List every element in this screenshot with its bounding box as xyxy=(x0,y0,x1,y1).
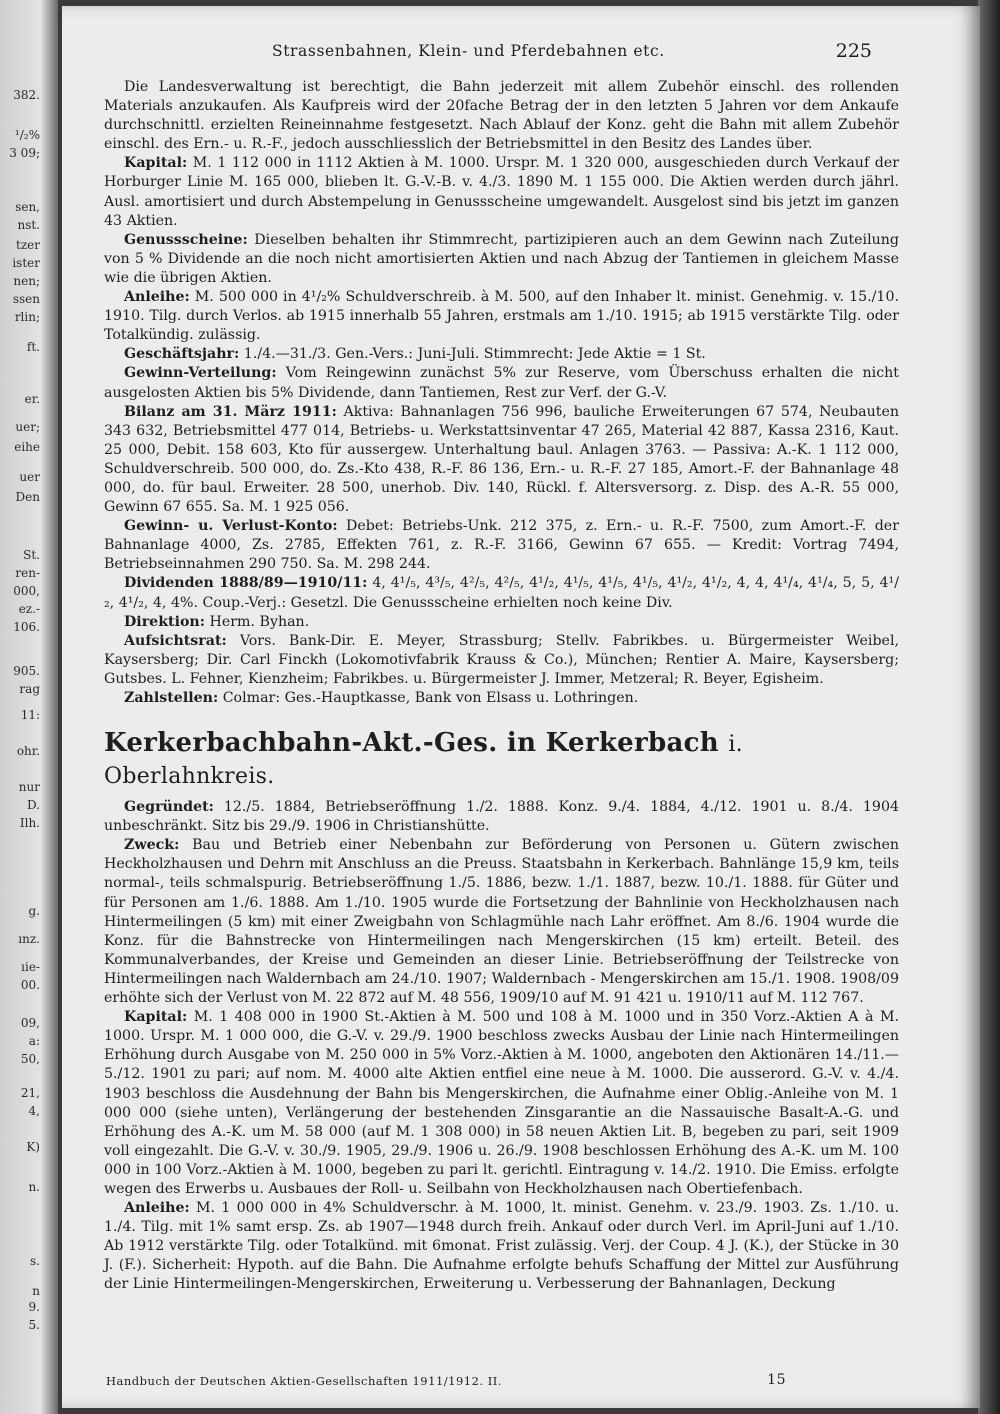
margin-fragment: 5. xyxy=(28,1318,40,1332)
margin-fragment: uer; xyxy=(15,420,40,434)
entry-text: 4, 4¹/₅, 4³/₅, 4²/₅, 4²/₅, 4¹/₂, 4¹/₅, 4¹/₅, 4¹/₅, 4¹/₂, 4¹/₂, 4, 4, 4¹/₄, 4¹/₄, 5, 5, 4¹/₂, 4¹/₂, 4, 4%. Coup.-Verj.: Gesetzl. Die Genussscheine erhielten noch keine Div. xyxy=(104,575,899,611)
entry-paragraph xyxy=(104,1199,899,1294)
margin-fragment: sen, xyxy=(15,200,40,214)
margin-fragment: nur xyxy=(18,780,40,794)
entry-text: M. 1 112 000 in 1112 Aktien à M. 1000. Urspr. M. 1 320 000, ausgeschieden durch Verkauf der Horburger Linie M. 165 000, blieben lt. G.-V.-B. v. 4./3. 1890 M. 1 155 000. Die Aktien werden durch jährl. Ausl. amortisiert und durch Abstempelung in Genussscheine umgewandelt. Ausgelost sind bis jetzt im ganzen 43 Aktien. xyxy=(104,155,899,229)
signature-mark: 15 xyxy=(767,1372,786,1388)
entry-paragraph xyxy=(104,632,899,689)
entry-label: Bilanz am 31. März 1911: xyxy=(124,403,337,420)
entry-text: Debet: Betriebs-Unk. 212 375, z. Ern.- u. R.-F. 7500, zum Amort.-F. der Bahnanlage 4000, Zs. 2785, Effekten 761, z. R.-F. 3166, Gewinn 67 655. — Kredit: Vortrag 7494, Betriebseinnahmen 290 750. Sa. M. 298 244. xyxy=(104,518,899,573)
margin-fragment: ister xyxy=(12,256,40,270)
margin-fragment: 11: xyxy=(20,708,40,722)
adjacent-page-margin xyxy=(0,0,58,1414)
entry-label: Anleihe: xyxy=(124,289,190,306)
margin-fragment: St. xyxy=(23,548,40,562)
margin-fragment: Ilh. xyxy=(19,816,40,830)
margin-fragment: 09, xyxy=(20,1016,40,1030)
entry-paragraph xyxy=(104,364,899,402)
margin-fragment: ohr. xyxy=(16,744,40,758)
margin-fragment: nen; xyxy=(13,274,40,288)
margin-fragment: g. xyxy=(28,904,40,918)
entry-label: Kapital: xyxy=(124,1009,188,1026)
margin-fragment: 000, xyxy=(13,584,40,598)
margin-fragment: ez.- xyxy=(18,602,40,616)
entry-label: Geschäftsjahr: xyxy=(124,346,240,363)
entry-paragraph xyxy=(104,836,899,1008)
entry-label: Zahlstellen: xyxy=(124,690,219,706)
margin-fragment: nst. xyxy=(17,218,40,232)
margin-fragment: n xyxy=(32,1284,40,1298)
entry-paragraph xyxy=(104,78,899,154)
company-location: i. Oberlahnkreis. xyxy=(104,732,743,790)
entry-label: Zweck: xyxy=(124,837,180,854)
margin-fragment: 00. xyxy=(20,978,40,992)
entry-label: Gegründet: xyxy=(124,799,214,816)
entry-label: Kapital: xyxy=(124,155,188,172)
margin-fragment: tzer xyxy=(16,238,40,252)
entry-label: Direktion: xyxy=(124,613,205,630)
document-page xyxy=(62,6,980,1408)
section-strassburg-company xyxy=(104,78,899,708)
margin-fragment: ssen xyxy=(12,292,40,306)
margin-fragment: ¹/₂% xyxy=(14,128,40,142)
margin-fragment: 21, xyxy=(20,1086,40,1100)
footer-text: Handbuch der Deutschen Aktien-Gesellschaften 1911/1912. II. xyxy=(106,1374,502,1388)
margin-fragment: ren- xyxy=(15,566,40,580)
entry-paragraph xyxy=(104,288,899,345)
entry-paragraph xyxy=(104,154,899,230)
margin-fragment: ft. xyxy=(26,340,40,354)
margin-fragment: n. xyxy=(28,1180,40,1194)
entry-paragraph xyxy=(104,231,899,288)
running-title: Strassenbahnen, Klein- und Pferdebahnen etc. xyxy=(272,42,665,60)
entry-label: Genussscheine: xyxy=(124,231,248,248)
margin-fragment: K) xyxy=(26,1140,40,1154)
margin-fragment: 106. xyxy=(13,620,40,634)
page-footer xyxy=(106,1374,906,1388)
margin-fragment: eihe xyxy=(14,440,40,454)
entry-paragraph xyxy=(104,613,899,632)
margin-fragment: ınz. xyxy=(18,932,40,946)
margin-fragment: uer xyxy=(19,470,40,484)
margin-fragment: 9. xyxy=(28,1300,40,1314)
margin-fragment: 3 09; xyxy=(9,146,40,160)
entry-text: 1./4.—31./3. Gen.-Vers.: Juni-Juli. Stimmrecht: Jede Aktie = 1 St. xyxy=(243,346,706,363)
margin-fragment: Den xyxy=(15,490,40,504)
entry-label: Dividenden 1888/89—1910/11: xyxy=(124,575,368,592)
entry-text: M. 500 000 in 4¹/₂% Schuldverschreib. à M. 500, auf den Inhaber lt. minist. Genehmig. v. 15./10. 1910. Tilg. durch Verlos. ab 1915 innerhalb 55 Jahren, erstmals am 1./10. 1915; ab 1915 verstärkte Tilg. oder Totalkündig. zulässig. xyxy=(104,289,899,344)
company-heading xyxy=(104,728,899,792)
entry-label: Gewinn- u. Verlust-Konto: xyxy=(124,518,338,535)
margin-fragment: 50, xyxy=(20,1052,40,1066)
entry-text: Bau und Betrieb einer Nebenbahn zur Beförderung von Personen u. Gütern zwischen Heckholzhausen und Dehrn mit Anschluss an die Preuss. Staatsbahn in Kerkerbach. Bahnlänge 15,9 km, teils normal-, teils schmalspurig. Betriebseröffnung 1./5. 1886, bezw. 1./1. 1887, bezw. 10./1. 1888. für Güter und für Personen am 1./6. 1888. Am 1./10. 1905 wurde die Fortsetzung der Bahnlinie von Heckholzhausen nach Hintermeilingen (5 km) mit einer Zweigbahn von Schlagmühle nach Lahr eröffnet. Am 8./6. 1904 wurde die Konz. für die Bahnstrecke von Hintermeilingen nach Mengerskirchen (15 km) erteilt. Beteil. des Kommunalverbandes, der Kreise und Gemeinden an dieser Linie. Betriebseröffnung der Teilstrecke von Hintermeilingen nach Waldernbach am 24./10. 1907; Waldernbach - Mengerskirchen am 15./1. 1908. 1908/09 erhöhte sich der Verlust von M. 22 872 auf M. 48 556, 1909/10 auf M. 91 421 u. 1910/11 auf M. 112 767. xyxy=(104,837,899,1007)
entry-text: Vors. Bank-Dir. E. Meyer, Strassburg; Stellv. Fabrikbes. u. Bürgermeister Weibel, Kaysersberg; Dir. Carl Finckh (Lokomotivfabrik Krauss & Co.), München; Rentier A. Maire, Kaysersberg; Gutsbes. L. Fehner, Kienzheim; Fabrikbes. u. Bürgermeister J. Immer, Metzeral; R. Beyer, Egisheim. xyxy=(104,632,899,687)
margin-fragment: rlin; xyxy=(14,310,40,324)
entry-paragraph xyxy=(104,345,899,364)
entry-text: Colmar: Ges.-Hauptkasse, Bank von Elsass u. Lothringen. xyxy=(222,690,639,706)
company-name: Kerkerbachbahn-Akt.-Ges. in Kerkerbach xyxy=(104,728,719,759)
entry-paragraph xyxy=(104,517,899,574)
entry-paragraph xyxy=(104,689,899,708)
entry-text: Dieselben behalten ihr Stimmrecht, partizipieren auch an dem Gewinn nach Zuteilung von 5 % Dividende an die noch nicht amortisierten Aktien und nach Abzug der Tantiemen in gleichem Masse wie die übrigen Aktien. xyxy=(104,231,899,286)
entry-text: Vom Reingewinn zunächst 5% zur Reserve, vom Überschuss erhalten die nicht ausgelosten Aktien bis 5% Dividende, dann Tantiemen, Rest zur Verf. der G.-V. xyxy=(104,365,899,401)
entry-paragraph xyxy=(104,1008,899,1199)
page-number: 225 xyxy=(835,40,872,62)
entry-label: Anleihe: xyxy=(124,1200,190,1217)
margin-fragment: 905. xyxy=(13,664,40,678)
page-header xyxy=(62,42,980,70)
margin-fragment: rag xyxy=(19,682,40,696)
entry-paragraph xyxy=(104,798,899,836)
section-kerkerbachbahn xyxy=(104,798,899,1294)
entry-label: Gewinn-Verteilung: xyxy=(124,365,277,382)
margin-fragment: ıie- xyxy=(21,960,40,974)
entry-label: Aufsichtsrat: xyxy=(124,632,227,649)
entry-text: Aktiva: Bahnanlagen 756 996, bauliche Erweiterungen 67 574, Neubauten 343 632, Betriebsmittel 477 014, Betriebs- u. Werkstattsinventar 47 265, Material 42 887, Kassa 2316, Kaut. 25 000, Debit. 158 603, Kto für aussergew. Unterhaltung baul. Anlagen 3763. — Passiva: A.-K. 1 112 000, Schuldverschreib. 500 000, do. Zs.-Kto 438, R.-F. 86 136, Ern.- u. R.-F. 27 185, Amort.-F. der Bahnanlage 48 000, do. für baul. Erweiter. 28 500, unerhob. Div. 140, Rückl. f. Altersversorg. z. Disp. des A.-R. 55 000, Gewinn 67 655. Sa. M. 1 925 056. xyxy=(104,403,900,516)
page-content xyxy=(104,78,899,1295)
margin-fragment: 382. xyxy=(13,88,40,102)
entry-paragraph xyxy=(104,403,899,518)
entry-text: M. 1 408 000 in 1900 St.-Aktien à M. 500 und 108 à M. 1000 und in 350 Vorz.-Aktien A à M. 1000. Urspr. M. 1 000 000, die G.-V. v. 29./9. 1900 beschloss zwecks Ausbau der Linie nach Hintermeilingen Erhöhung durch Ausgabe von M. 250 000 in 5% Vorz.-Aktien à M. 1000, angeboten den Aktionären 14./11.—5./12. 1901 zu pari; auf nom. M. 4000 alte Aktien entfiel eine neue à M. 1000. Die ausserord. G.-V. v. 4./4. 1903 beschloss die Ausdehnung der Bahn bis Mengerskirchen, die Aufnahme einer Oblig.-Anleihe von M. 1 000 000 (siehe unten), Verlängerung der bestehenden Zinsgarantie an die Nassauische Basalt-A.-G. und Erhöhung des A.-K. um M. 58 000 (auf M. 1 308 000) in 58 neuen Aktien Lit. B, begeben zu pari, seit 1909 voll eingezahlt. Die G.-V. v. 30./9. 1905, 29./9. 1906 u. 26./9. 1908 beschlossen Erhöhung des A.-K. um M. 100 000 in 100 Vorz.-Aktien à M. 1000, begeben zu pari lt. gerichtl. Eintragung v. 14./2. 1910. Die Emiss. erfolgte wegen des Erwerbs u. Ausbaues der Roll- u. Seilbahn von Heckholzhausen nach Obertiefenbach. xyxy=(104,1009,899,1197)
entry-text: Die Landesverwaltung ist berechtigt, die Bahn jederzeit mit allem Zubehör einschl. des rollenden Materials anzukaufen. Als Kaufpreis wird der 20fache Betrag der in den letzten 5 Jahren vor dem Ankaufe durchschnittl. erzielten Reineinnahme festgesetzt. Nach Ablauf der Konz. geht die Bahn mit allem Zubehör einschl. des Ern.- u. R.-F., jedoch ausschliesslich der Betriebsmittel in den Besitz des Landes über. xyxy=(104,79,899,153)
entry-text: M. 1 000 000 in 4% Schuldverschr. à M. 1000, lt. minist. Genehm. v. 23./9. 1903. Zs. 1./10. u. 1./4. Tilg. mit 1% samt ersp. Zs. ab 1907—1948 durch freih. Ankauf oder durch Verl. im April-Juni auf 1./10. Ab 1912 verstärkte Tilg. oder Totalkünd. mit 6monat. Frist zulässig. Verj. der Coup. 4 J. (K.), der Stücke in 30 J. (F.). Sicherheit: Hypoth. auf die Bahn. Die Aufnahme erfolgte behufs Schaffung der Mittel zur Ausführung der Linie Hintermeilingen-Mengerskirchen, Erweiterung u. Verbesserung der Bahnanlagen, Deckung xyxy=(104,1200,899,1293)
margin-fragment: D. xyxy=(26,798,40,812)
margin-fragment: er. xyxy=(24,392,40,406)
entry-text: 12./5. 1884, Betriebseröffnung 1./2. 1888. Konz. 9./4. 1884, 4./12. 1901 u. 8./4. 1904 unbeschränkt. Sitz bis 29./9. 1906 in Christianshütte. xyxy=(104,799,899,835)
margin-fragment: a: xyxy=(28,1034,40,1048)
entry-paragraph xyxy=(104,574,899,612)
page-edge-shadow xyxy=(978,0,1000,1414)
margin-fragment: s. xyxy=(30,1254,40,1268)
margin-fragment: 4, xyxy=(28,1104,40,1118)
entry-text: Herm. Byhan. xyxy=(209,613,310,630)
